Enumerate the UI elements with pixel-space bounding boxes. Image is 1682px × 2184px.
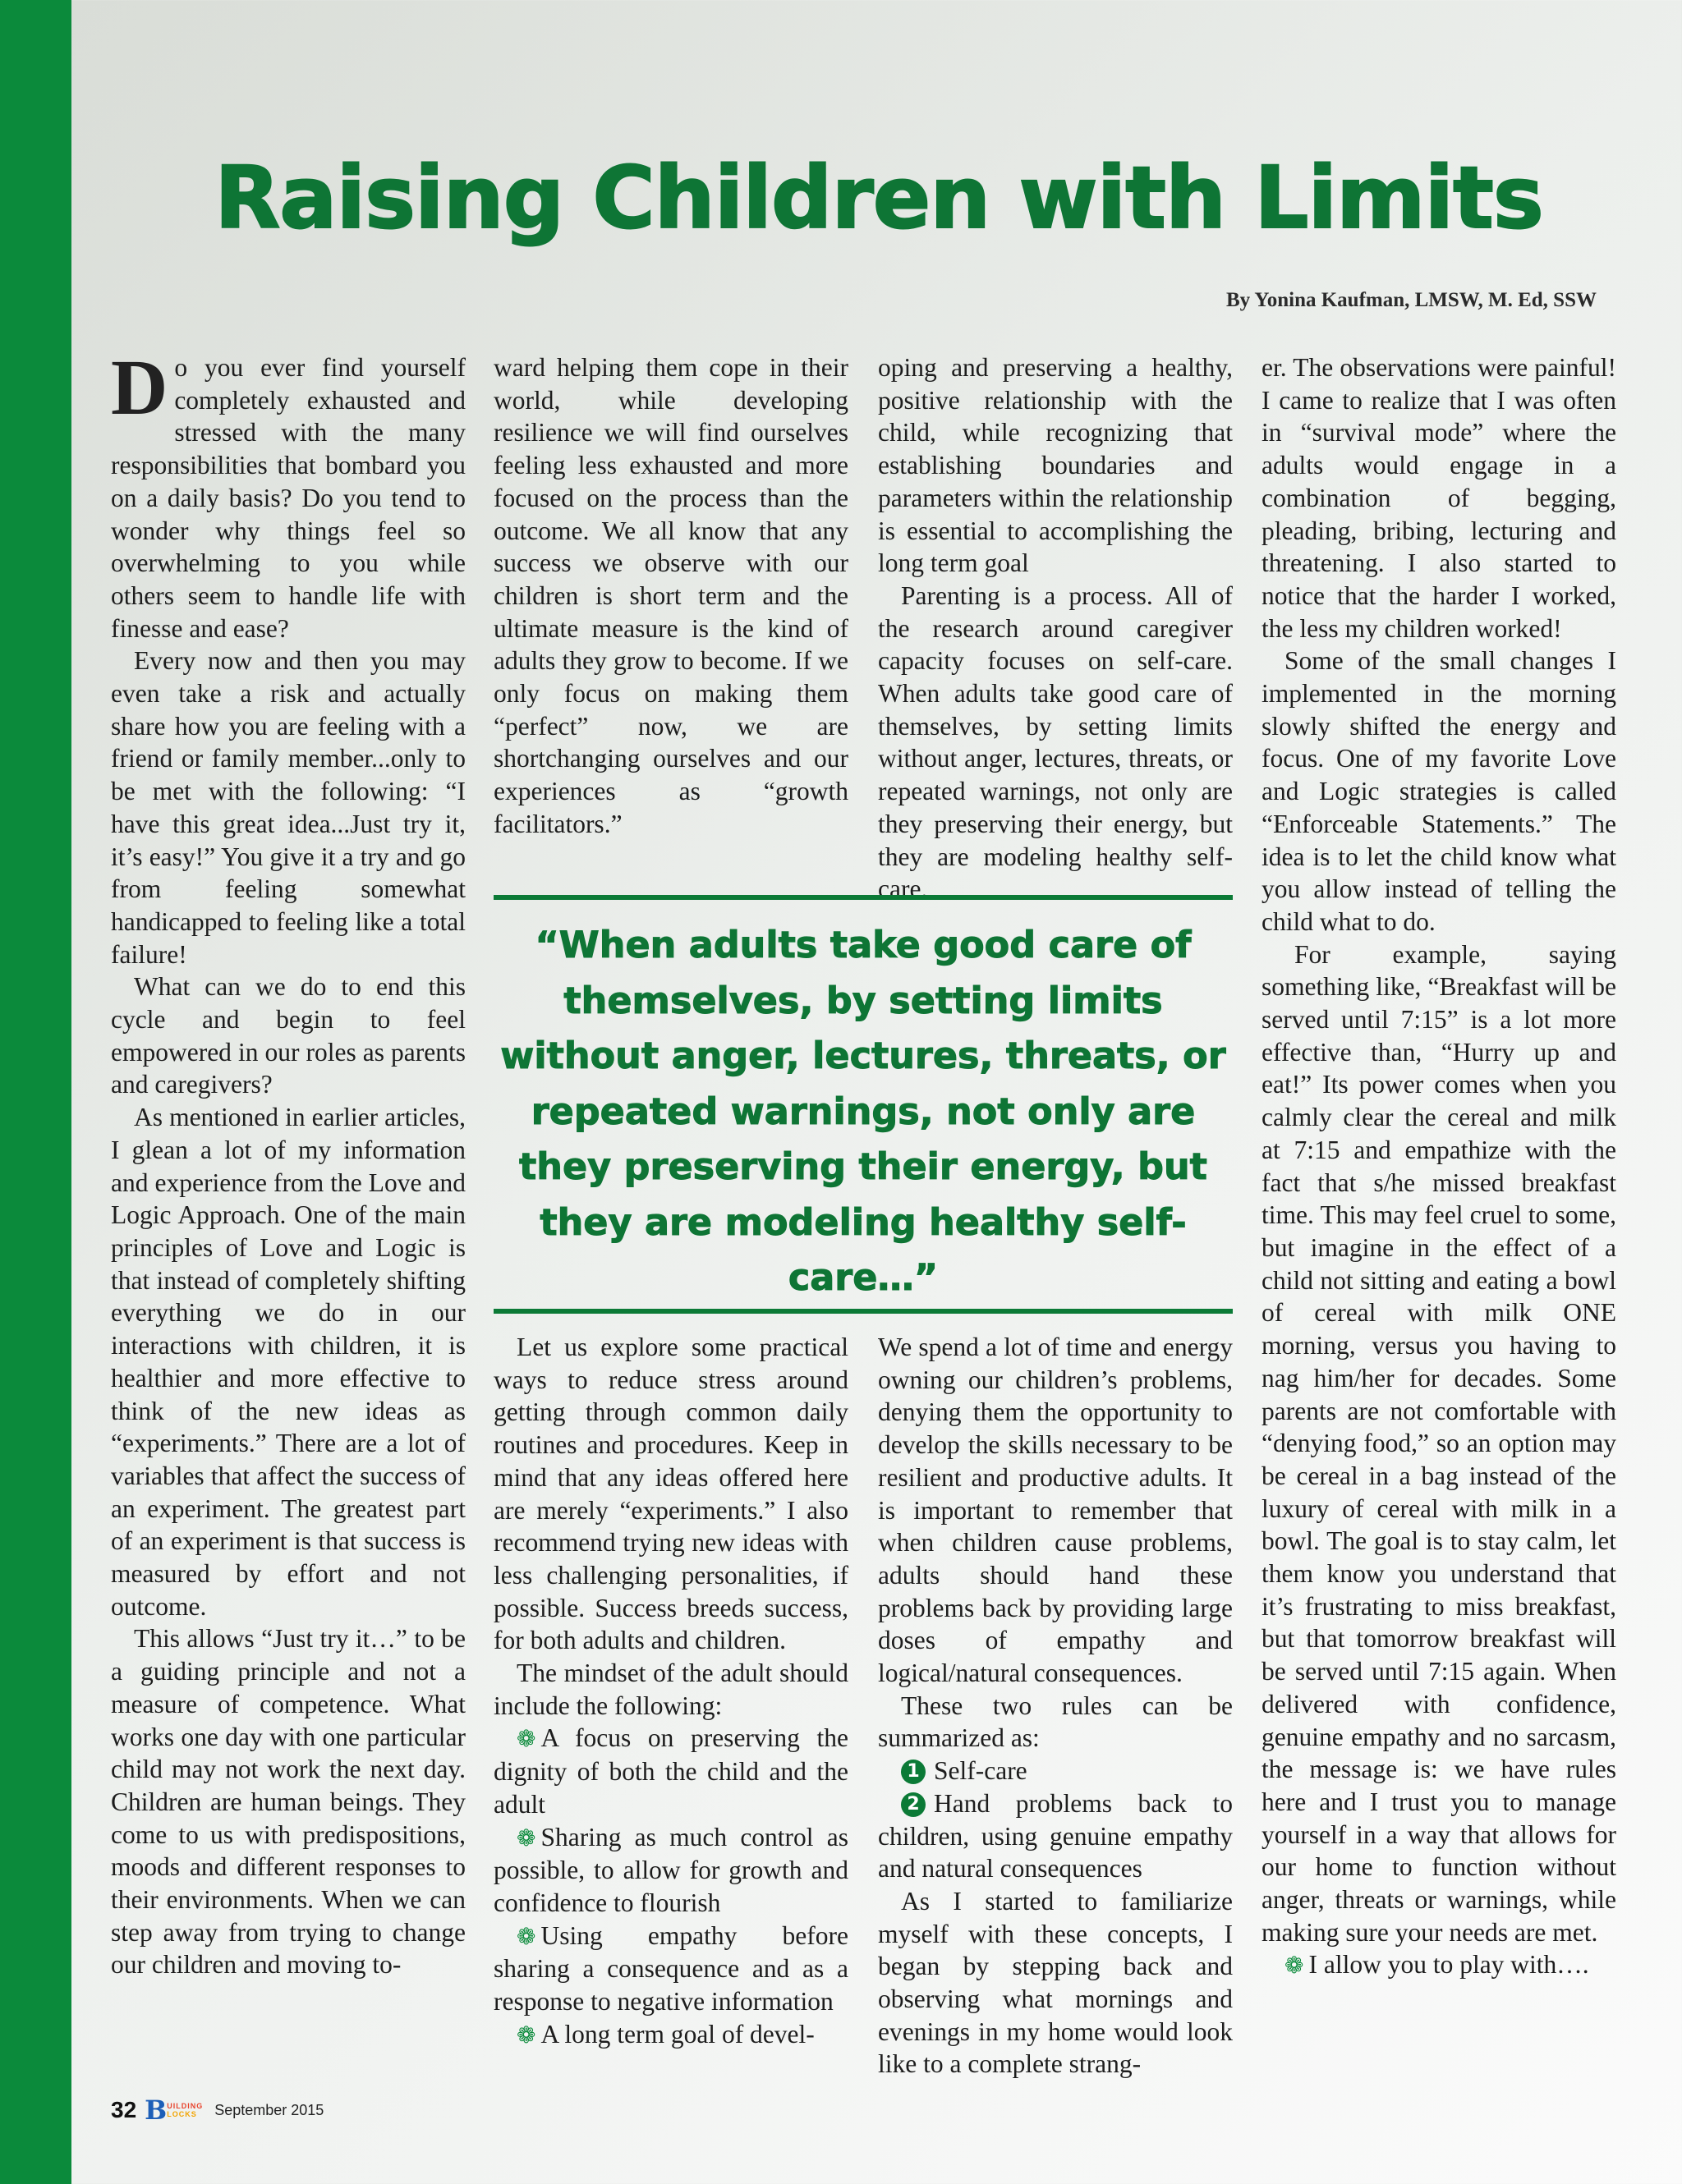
bullet-text: A long term goal of devel- xyxy=(540,2019,815,2049)
left-green-bar xyxy=(0,0,71,2184)
drop-cap: D xyxy=(111,343,168,431)
number-2-icon: 2 xyxy=(901,1792,926,1817)
logo-letter: B xyxy=(145,2095,168,2126)
logo-wordmark xyxy=(167,2102,203,2118)
col1-paragraph-1 xyxy=(111,343,466,645)
pull-quote: “When adults take good care of themselves, by setting limits without anger, lectures, threats, or repeated warnings, not only are they preserving their energy, but they are modeling healthy self-care…” xyxy=(500,925,1226,1299)
number-1-icon: 1 xyxy=(901,1760,926,1784)
bullet-item xyxy=(1262,1948,1616,1982)
page-number: 32 xyxy=(111,2097,137,2122)
col4-paragraph-3: For example, saying something like, “Breakfast will be served until 7:15” is a lot more effective than, “Hurry up and eat!” Its power comes when you calmly clear the cereal and milk at 7:15 and empathize with the fact that s/he missed breakfast time. This may feel cruel to some, but imagine in the effect of a child not sitting and eating a bowl of cereal with milk ONE morning, versus you having to nag him/her for decades. Some parents are not comfortable with “denying food,” so an option may be cereal in a bag instead of the luxury of cereal with milk in a bowl. The goal is to stay calm, let them know you understand that it’s frustrating to miss breakfast, but that tomorrow breakfast will be served until 7:15 again. When delivered with confidence, genuine empathy and no sarcasm, the message is: we have rules here and I trust you to manage yourself in a way that allows for our home to function without anger, threats or warnings, while making sure your needs are met. xyxy=(1262,939,1616,1947)
page-footer xyxy=(111,2095,324,2126)
rule-text: Hand problems back to children, using genuine empathy and natural consequences xyxy=(878,1788,1233,1883)
byline: By Yonina Kaufman, LMSW, M. Ed, SSW xyxy=(1225,289,1597,311)
bullet-text: A focus on preserving the dignity of both the child and the adult xyxy=(494,1723,848,1819)
col4-paragraph-1: er. The observations were painful! I came to realize that I was often in “survival mode” where the adults would engage in a combination of begging, pleading, bribing, lecturing and threatening. I also started to notice that the harder I worked, the less my children worked! xyxy=(1262,353,1616,643)
column-4 xyxy=(1262,351,1616,1982)
column-1 xyxy=(111,343,466,1981)
col3-top-paragraph-2: Parenting is a process. All of the research around caregiver capacity focuses on self-care. When adults take good care of themselves, by setting limits without anger, lectures, threats, or repeated warnings, not only are they preserving their energy, but they are modeling healthy self-care. xyxy=(878,580,1233,904)
flower-bullet-icon: ❁ xyxy=(517,1824,536,1851)
col1-paragraph-5: This allows “Just try it…” to be a guiding principle and not a measure of competence. What works one day with one particular child may not work the next day. Children are human beings. They come to us with predispositions, moods and different responses to their environments. When we can step away from trying to change our children and moving to- xyxy=(111,1624,466,1980)
flower-bullet-icon: ❁ xyxy=(1284,1952,1304,1980)
column-2-top xyxy=(494,351,848,841)
bullet-item xyxy=(494,1722,848,1820)
flower-bullet-icon: ❁ xyxy=(517,2021,536,2049)
building-blocks-logo xyxy=(145,2095,204,2126)
bullet-text: Using empathy before sharing a consequence and as a response to negative information xyxy=(494,1920,848,2017)
flower-bullet-icon: ❁ xyxy=(517,1725,536,1753)
col3-bottom-paragraph-2: These two rules can be summarized as: xyxy=(878,1691,1233,1753)
logo-word-bottom: LOCKS xyxy=(167,2110,197,2118)
rule-item xyxy=(878,1755,1233,1787)
column-3-bottom xyxy=(878,1331,1233,2081)
col1-paragraph-3: What can we do to end this cycle and begin to feel empowered in our roles as parents and caregivers? xyxy=(111,972,466,1099)
rule-text: Self-care xyxy=(934,1756,1027,1786)
article-title: Raising Children with Limits xyxy=(214,148,1543,248)
col3-bottom-paragraph-1: We spend a lot of time and energy owning our children’s problems, denying them the opportunity to develop the skills necessary to be resilient and productive adults. It is important to remember that when children cause problems, adults should hand these problems back by providing large doses of empathy and logical/natural consequences. xyxy=(878,1333,1233,1688)
col3-top-paragraph-1: oping and preserving a healthy, positive relationship with the child, while recognizing that establishing boundaries and parameters within the relationship is essential to accomplishing the long term goal xyxy=(878,353,1233,578)
rule-item xyxy=(878,1787,1233,1885)
col1-paragraph-2: Every now and then you may even take a risk and actually share how you are feeling with a friend or family member...only to be met with the following: “I have this great idea...Just try it, it’s easy!” You give it a try and go from feeling somewhat handicapped to feeling like a total failure! xyxy=(111,646,466,969)
bullet-text: I allow you to play with…. xyxy=(1308,1950,1589,1980)
column-2-bottom xyxy=(494,1331,848,2051)
col1-p1-text: o you ever find yourself completely exhausted and stressed with the many responsibilities that bombard you on a daily basis? Do you tend to wonder why things feel so overwhelming to you while others seem to handle life with finesse and ease? xyxy=(111,353,466,643)
bullet-text: Sharing as much control as possible, to allow for growth and confidence to flourish xyxy=(494,1822,848,1917)
col2-bottom-paragraph-2: The mindset of the adult should include the following: xyxy=(494,1659,848,1720)
col2-top-paragraph-1: ward helping them cope in their world, while developing resilience we will find ourselves feeling less exhausted and more focused on the process than the outcome. We all know that any success we observe with our children is short term and the ultimate measure is the kind of adults they grow to become. If we only focus on making them “perfect” now, we are shortchanging ourselves and our experiences as “growth facilitators.” xyxy=(494,353,848,838)
pull-quote-box xyxy=(494,895,1233,1314)
bullet-item xyxy=(494,2018,848,2052)
flower-bullet-icon: ❁ xyxy=(517,1922,536,1950)
column-3-top xyxy=(878,351,1233,906)
bullet-item xyxy=(494,1920,848,2018)
col3-bottom-paragraph-3: As I started to familiarize myself with these concepts, I began by stepping back and observing what mornings and evenings in my home would look like to a complete strang- xyxy=(878,1886,1233,2079)
col4-paragraph-2: Some of the small changes I implemented in the morning slowly shifted the energy and focus. One of my favorite Love and Logic strategies is called “Enforceable Statements.” The idea is to let the child know what you allow instead of telling the child what to do. xyxy=(1262,646,1616,936)
col1-paragraph-4: As mentioned in earlier articles, I glean a lot of my information and experience from the Love and Logic Approach. One of the main principles of Love and Logic is that instead of completely shifting everything we do in our interactions with children, it is healthier and more effective to think of the new ideas as “experiments.” There are a lot of variables that affect the success of an experiment. The greatest part of an experiment is that success is measured by effort and not outcome. xyxy=(111,1103,466,1621)
col2-bottom-paragraph-1: Let us explore some practical ways to reduce stress around getting through common daily routines and procedures. Keep in mind that any ideas offered here are merely “experiments.” I also recommend trying new ideas with less challenging personalities, if possible. Success breeds success, for both adults and children. xyxy=(494,1333,848,1655)
bullet-item xyxy=(494,1821,848,1920)
logo-word-top: UILDING xyxy=(167,2102,204,2110)
issue-date: September 2015 xyxy=(214,2101,324,2118)
